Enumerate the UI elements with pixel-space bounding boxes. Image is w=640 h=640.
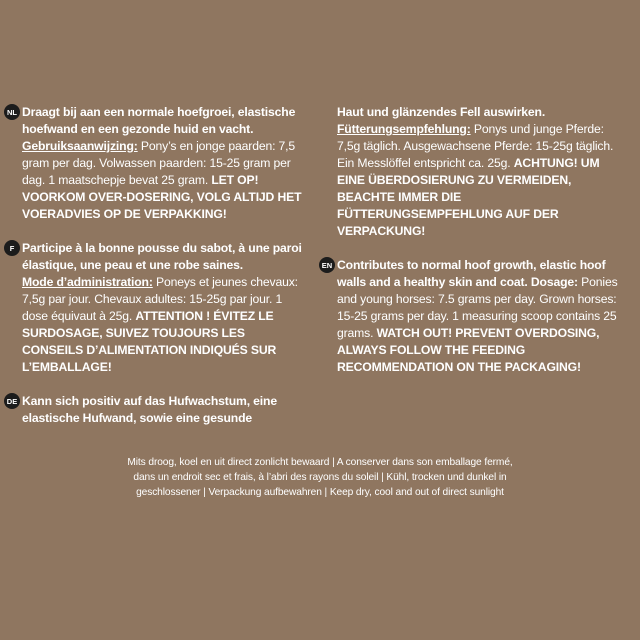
section-fr (9, 240, 302, 376)
section-de-text-continued (337, 104, 619, 240)
section-nl-text (22, 104, 302, 223)
section-de-warning: ACHTUNG! UM EINE ÜBERDOSIERUNG ZU VERMEIDEN, BEACHTE IMMER DIE FÜTTERUNGSEMPFEHLUNG AUF DER VERPACKUNG! (337, 156, 600, 238)
section-fr-text (22, 240, 302, 376)
section-en-intro: Contributes to normal hoof growth, elastic hoof walls and a healthy skin and coat. (337, 258, 606, 289)
section-en-warning: WATCH OUT! PREVENT OVERDOSING, ALWAYS FOLLOW THE FEEDING RECOMMENDATION ON THE PACKAGING! (337, 326, 600, 374)
section-de-intro-part1: Kann sich positiv auf das Hufwachstum, eine elastische Hufwand, sowie eine gesunde (22, 394, 277, 425)
section-en (321, 257, 619, 376)
storage-instructions (110, 455, 530, 500)
right-column (321, 104, 619, 376)
section-de-dose-label: Fütterungsempfehlung: (337, 122, 471, 136)
section-nl-warning: LET OP! VOORKOM OVER-DOSERING, VOLG ALTIJD HET VOERADVIES OP DE VERPAKKING! (22, 173, 302, 221)
storage-line-1: Mits droog, koel en uit direct zonlicht bewaard | A conserver dans son emballage fermé, (127, 457, 513, 468)
left-column (6, 104, 302, 427)
language-badge-fr: F (4, 240, 20, 256)
section-de-text-start (22, 393, 302, 427)
section-nl-intro: Draagt bij aan een normale hoefgroei, elastische hoefwand en een gezonde huid en vacht. (22, 105, 296, 136)
section-fr-dose-text: Poneys et jeunes chevaux: 7,5g par jour. Chevaux adultes: 15-25g par jour. 1 dose équivaut à 25g. (22, 275, 298, 323)
section-de-intro-part2: Haut und glänzendes Fell auswirken. (337, 105, 546, 119)
section-nl (7, 104, 302, 223)
section-nl-dose-text: Pony’s en jonge paarden: 7,5 gram per dag. Volwassen paarden: 15-25 gram per dag. 1 maatschepje bevat 25 gram. (22, 139, 296, 187)
section-fr-intro: Participe à la bonne pousse du sabot, à une paroi élastique, une peau et une robe saines. (22, 241, 302, 272)
storage-line-2: dans un endroit sec et frais, à l’abri des rayons du soleil | Kühl, trocken und dunkel in (133, 472, 507, 483)
language-badge-en: EN (319, 257, 335, 273)
section-de-dose-text: Ponys und junge Pferde: 7,5g täglich. Ausgewachsene Pferde: 15-25g täglich. Ein Messlöffel entspricht ca. 25g. (337, 122, 614, 170)
storage-line-3: geschlossener | Verpackung aufbewahren | Keep dry, cool and out of direct sunlight (136, 487, 504, 498)
section-en-dose-text: Ponies and young horses: 7.5 grams per day. Grown horses: 15-25 grams per day. 1 measuring scoop contains 25 grams. (337, 275, 618, 340)
language-badge-nl: NL (4, 104, 20, 120)
section-fr-dose-label: Mode d’administration: (22, 275, 153, 289)
section-en-text (337, 257, 619, 376)
section-en-dose-label: Dosage: (530, 275, 578, 289)
language-badge-de: DE (4, 393, 20, 409)
section-nl-dose-label: Gebruiksaanwijzing: (22, 139, 138, 153)
section-de-start (6, 393, 302, 427)
section-fr-warning: ATTENTION ! ÉVITEZ LE SURDOSAGE, SUIVEZ TOUJOURS LES CONSEILS D’ALIMENTATION INDIQUÉS SUR L’EMBALLAGE! (22, 309, 277, 374)
section-de-continued (337, 104, 619, 240)
